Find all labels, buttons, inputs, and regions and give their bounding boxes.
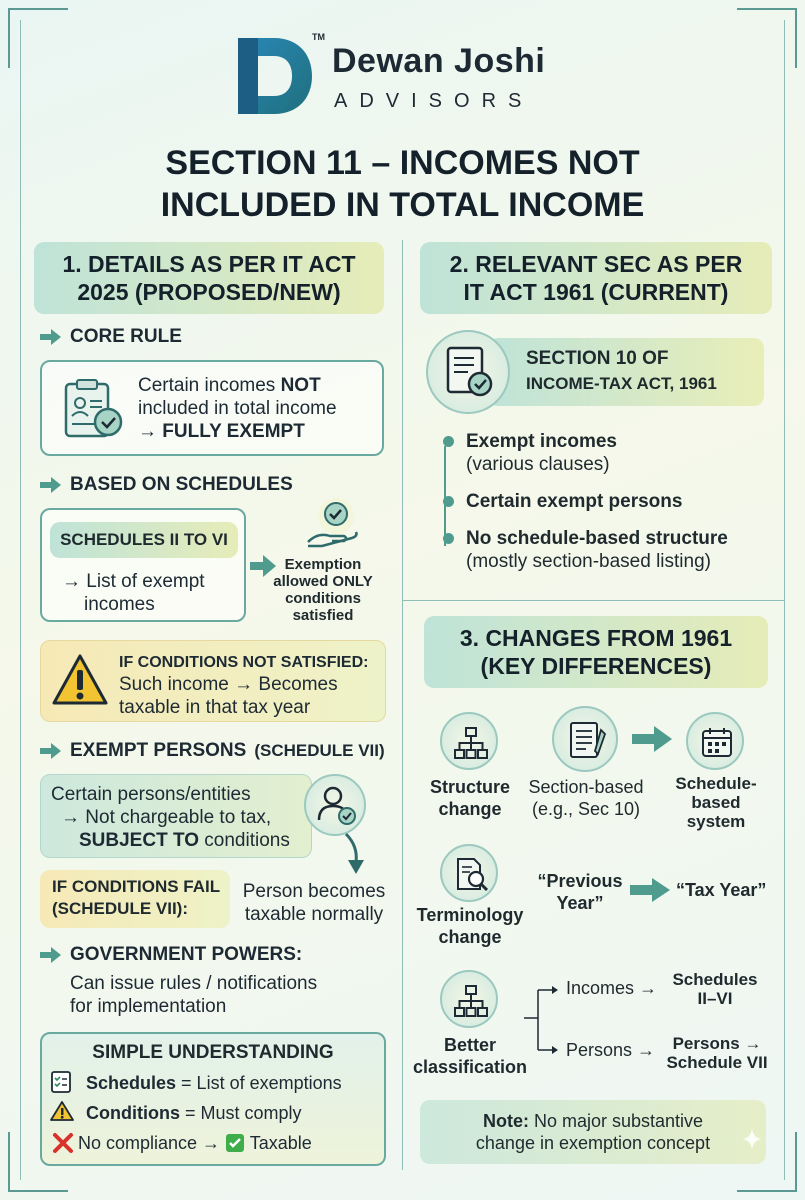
brand-name: Dewan Joshi bbox=[332, 42, 546, 80]
simple-understanding-heading: SIMPLE UNDERSTANDING bbox=[92, 1042, 334, 1063]
persons-schedule-vii-text bbox=[660, 1034, 774, 1072]
core-rule-text-1: Certain incomes bbox=[138, 375, 281, 396]
row-divider bbox=[402, 600, 785, 601]
curved-arrow-down-icon bbox=[340, 832, 370, 876]
hierarchy-icon-circle bbox=[440, 712, 498, 770]
section-2-header-line-1: 2. RELEVANT SEC AS PER bbox=[449, 251, 743, 277]
column-divider bbox=[402, 240, 403, 1170]
exempt-persons-box bbox=[40, 774, 312, 858]
section-1-header-line-1: 1. DETAILS AS PER IT ACT bbox=[62, 251, 356, 277]
fail-tag-line-2: (SCHEDULE VII): bbox=[52, 899, 188, 918]
core-rule-box bbox=[40, 360, 384, 456]
simple-r3-b: Taxable bbox=[249, 1133, 312, 1153]
section-1-header bbox=[34, 242, 384, 314]
section-10-banner bbox=[488, 338, 764, 406]
core-rule-label: CORE RULE bbox=[70, 326, 182, 347]
section-3-header bbox=[424, 616, 768, 688]
schedules-list-text bbox=[62, 570, 242, 616]
exemption-line-4: satisfied bbox=[292, 607, 354, 624]
fail-line-2: taxable normally bbox=[244, 904, 384, 925]
core-rule-text-2: included in total income bbox=[138, 398, 337, 419]
simple-r2-rest: = Must comply bbox=[179, 1103, 302, 1123]
section-10-icon-circle bbox=[426, 330, 510, 414]
arrow-right-icon bbox=[40, 329, 62, 345]
point-1-main: Exempt incomes bbox=[466, 431, 617, 452]
section-10-text bbox=[526, 346, 717, 396]
simple-understanding-box bbox=[40, 1032, 386, 1166]
title-line-2: INCLUDED IN TOTAL INCOME bbox=[160, 186, 645, 224]
exempt-persons-rest: conditions bbox=[199, 830, 290, 851]
structure-to-3: system bbox=[686, 812, 746, 831]
simple-r1-bold: Schedules bbox=[86, 1073, 177, 1093]
class-b-right-2: Schedule VII bbox=[666, 1053, 768, 1072]
conditions-fail-tag-text bbox=[52, 876, 220, 920]
section-2-header-line-2: IT ACT 1961 (CURRENT) bbox=[463, 279, 729, 305]
point-item bbox=[440, 490, 770, 513]
exempt-persons-label: EXEMPT PERSONS bbox=[70, 740, 247, 761]
exempt-persons-heading bbox=[40, 740, 385, 762]
terminology-from-2: Year” bbox=[556, 893, 604, 913]
point-1-sub: (various clauses) bbox=[466, 454, 610, 475]
structure-label-2: change bbox=[438, 799, 502, 819]
brand-tm: TM bbox=[312, 32, 325, 42]
persons-text: Persons → bbox=[566, 1040, 656, 1060]
terminology-label-1: Terminology bbox=[416, 905, 524, 925]
frame-corner-tl bbox=[8, 8, 68, 68]
exempt-persons-bold: SUBJECT TO bbox=[79, 830, 200, 851]
gov-powers-text bbox=[70, 972, 390, 1018]
warning-line-1: Such income → Becomes bbox=[119, 674, 338, 695]
schedules-line-1: → List of exempt bbox=[62, 571, 205, 592]
simple-row-3 bbox=[78, 1132, 312, 1155]
warning-icon bbox=[51, 653, 109, 707]
conditions-fail-text bbox=[234, 880, 394, 926]
exemption-line-3: conditions bbox=[285, 590, 361, 607]
frame-line-left bbox=[20, 20, 21, 1180]
gov-powers-heading bbox=[40, 944, 302, 966]
warning-text bbox=[119, 653, 385, 719]
gov-line-2: for implementation bbox=[70, 996, 227, 1017]
simple-r1-rest: = List of exemptions bbox=[176, 1073, 342, 1093]
brand-subtitle: ADVISORS bbox=[334, 90, 534, 112]
section-10-line-2: INCOME-TAX ACT, 1961 bbox=[526, 374, 717, 393]
schedules-line-2: incomes bbox=[84, 594, 155, 615]
branch-connector-icon bbox=[524, 980, 560, 1060]
based-on-schedules-heading bbox=[40, 474, 293, 496]
checklist-icon bbox=[50, 1070, 72, 1094]
hierarchy-icon bbox=[453, 725, 489, 761]
page-title bbox=[40, 142, 765, 226]
arrow-right-icon bbox=[40, 947, 62, 963]
point-2-main: Certain exempt persons bbox=[466, 491, 683, 512]
document-check-icon bbox=[442, 344, 498, 402]
structure-from-2: (e.g., Sec 10) bbox=[531, 799, 641, 819]
point-item bbox=[440, 527, 770, 573]
structure-label-1: Structure bbox=[429, 777, 510, 797]
cross-icon bbox=[52, 1132, 74, 1154]
structure-to-1: Schedule- bbox=[675, 774, 757, 793]
section-2-header bbox=[420, 242, 772, 314]
note-text bbox=[420, 1110, 766, 1154]
frame-corner-tr bbox=[737, 8, 797, 68]
section-1-header-line-2: 2025 (PROPOSED/NEW) bbox=[77, 279, 341, 305]
terminology-label-2: change bbox=[438, 927, 502, 947]
exempt-persons-suffix: (SCHEDULE VII) bbox=[254, 741, 385, 760]
exemption-condition-text bbox=[268, 556, 378, 624]
arrow-right-icon bbox=[40, 743, 62, 759]
schedules-tag-label: SCHEDULES II TO VI bbox=[60, 530, 228, 549]
schedules-box bbox=[40, 508, 246, 622]
check-box-icon bbox=[225, 1133, 245, 1153]
schedules-tag bbox=[50, 522, 238, 558]
schedules-ii-vi-text bbox=[662, 970, 768, 1008]
classification-icon-circle bbox=[440, 970, 498, 1028]
core-rule-text bbox=[138, 374, 378, 443]
terminology-from-1: “Previous bbox=[537, 871, 623, 891]
note-bold: Note: bbox=[482, 1111, 529, 1131]
gov-line-1: Can issue rules / notifications bbox=[70, 973, 318, 994]
document-pen-icon bbox=[568, 720, 608, 762]
section-doc-icon-circle bbox=[552, 706, 618, 772]
better-classification-label bbox=[412, 1034, 528, 1078]
core-rule-bold-2: → FULLY EXEMPT bbox=[138, 421, 305, 442]
title-line-1: SECTION 11 – INCOMES NOT bbox=[165, 144, 640, 182]
search-document-icon bbox=[454, 857, 490, 893]
person-check-icon bbox=[313, 782, 359, 828]
arrow-right-icon bbox=[632, 726, 672, 752]
point-3-sub: (mostly section-based listing) bbox=[466, 551, 711, 572]
person-check-icon-circle bbox=[304, 774, 366, 836]
arrow-right-icon bbox=[630, 878, 670, 902]
simple-row-2 bbox=[86, 1102, 302, 1125]
arrow-right-icon bbox=[40, 477, 62, 493]
calendar-icon bbox=[700, 725, 734, 759]
exempt-persons-line-1: Certain persons/entities bbox=[51, 784, 251, 805]
simple-r3-a: No compliance → bbox=[78, 1133, 221, 1153]
terminology-from-text bbox=[530, 870, 630, 914]
core-rule-heading bbox=[40, 326, 182, 348]
classification-label-1: Better bbox=[443, 1035, 496, 1055]
structure-to-text bbox=[664, 774, 768, 831]
logo-d-icon bbox=[232, 34, 316, 118]
note-box bbox=[420, 1100, 766, 1164]
section-10-line-1: SECTION 10 OF bbox=[526, 348, 669, 369]
structure-to-2: based bbox=[691, 793, 741, 812]
point-item bbox=[440, 430, 770, 476]
class-a-right-2: II–VI bbox=[697, 989, 733, 1008]
terminology-to-text: “Tax Year” bbox=[676, 880, 767, 900]
exemption-line-2: allowed ONLY bbox=[273, 573, 373, 590]
structure-from-text bbox=[516, 776, 656, 820]
warning-heading: IF CONDITIONS NOT SATISFIED: bbox=[119, 654, 369, 671]
simple-r2-bold: Conditions bbox=[86, 1103, 180, 1123]
warning-icon bbox=[50, 1100, 74, 1122]
section-10-points bbox=[440, 430, 770, 587]
fail-line-1: Person becomes bbox=[242, 881, 386, 902]
hand-check-icon bbox=[302, 496, 366, 552]
hierarchy-icon bbox=[453, 983, 489, 1019]
gov-powers-label: GOVERNMENT POWERS: bbox=[70, 944, 303, 965]
section-3-header-line-2: (KEY DIFFERENCES) bbox=[480, 653, 712, 679]
exempt-persons-text bbox=[51, 783, 313, 852]
calendar-icon-circle bbox=[686, 712, 744, 770]
class-b-right-1: Persons → bbox=[672, 1034, 762, 1053]
sparkle-icon bbox=[742, 1128, 762, 1150]
structure-change-label bbox=[420, 776, 520, 820]
exemption-line-1: Exemption bbox=[284, 556, 362, 573]
based-on-schedules-label: BASED ON SCHEDULES bbox=[70, 474, 293, 495]
note-line-2: change in exemption concept bbox=[475, 1133, 711, 1153]
document-check-icon bbox=[60, 376, 128, 444]
class-a-right-1: Schedules bbox=[672, 970, 758, 989]
terminology-change-label bbox=[412, 904, 528, 948]
warning-box bbox=[40, 640, 386, 722]
section-3-header-line-1: 3. CHANGES FROM 1961 bbox=[459, 625, 733, 651]
point-3-main: No schedule-based structure bbox=[466, 528, 728, 549]
classification-label-2: classification bbox=[412, 1057, 528, 1077]
search-doc-icon-circle bbox=[440, 844, 498, 902]
core-rule-bold-1: NOT bbox=[280, 375, 321, 396]
structure-from-1: Section-based bbox=[528, 777, 644, 797]
brand-logo bbox=[232, 30, 577, 120]
fail-tag-line-1: IF CONDITIONS FAIL bbox=[52, 877, 221, 896]
warning-line-2: taxable in that tax year bbox=[119, 697, 311, 718]
exempt-persons-line-2: → Not chargeable to tax, bbox=[61, 807, 272, 828]
simple-row-1 bbox=[86, 1072, 342, 1095]
conditions-fail-tag bbox=[40, 870, 230, 928]
note-line-1: No major substantive bbox=[528, 1111, 704, 1131]
incomes-text: Incomes → bbox=[566, 978, 658, 998]
